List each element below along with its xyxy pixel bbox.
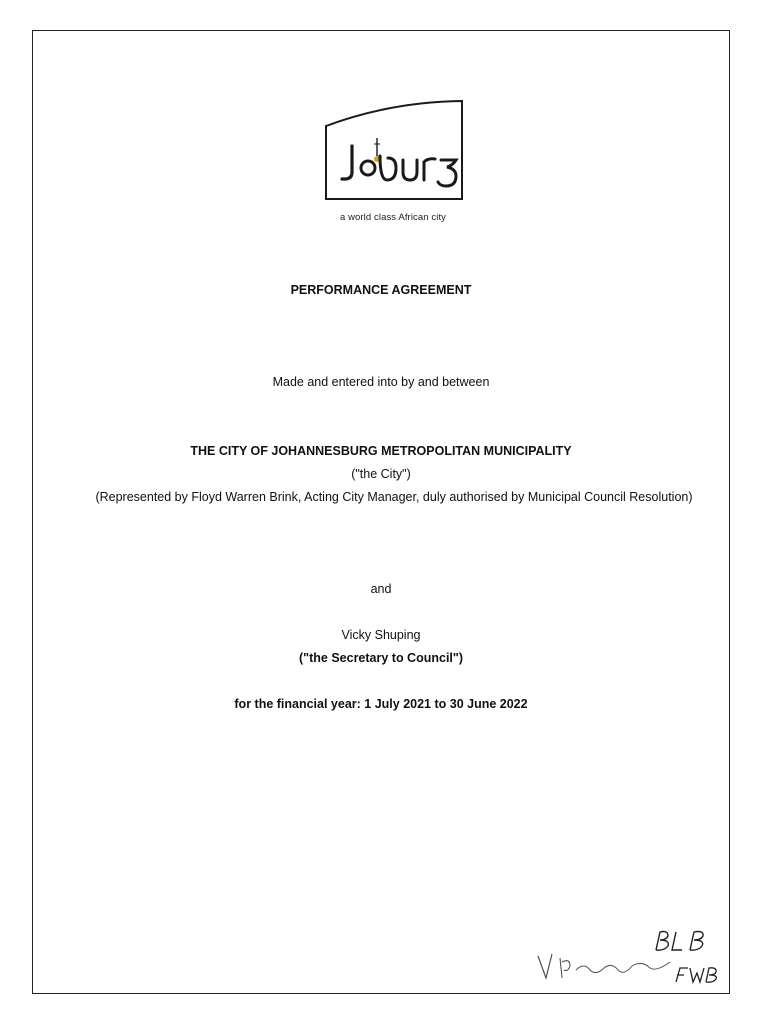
- joburg-logo: [310, 96, 470, 231]
- party1-alias: ("the City"): [351, 467, 411, 481]
- party2-alias: ("the Secretary to Council"): [299, 651, 463, 665]
- party1-representation: (Represented by Floyd Warren Brink, Acting City Manager, duly authorised by Municipal Council Resolution): [95, 490, 693, 504]
- document-title: PERFORMANCE AGREEMENT: [290, 283, 472, 297]
- conjunction-text: and: [370, 582, 392, 596]
- party2-name: Vicky Shuping: [341, 628, 421, 642]
- party1-name: THE CITY OF JOHANNESBURG METROPOLITAN MUNICIPALITY: [190, 444, 572, 458]
- financial-year: for the financial year: 1 July 2021 to 30 June 2022: [234, 697, 528, 711]
- intro-text: Made and entered into by and between: [272, 375, 490, 389]
- logo-tagline: a world class African city: [339, 212, 447, 223]
